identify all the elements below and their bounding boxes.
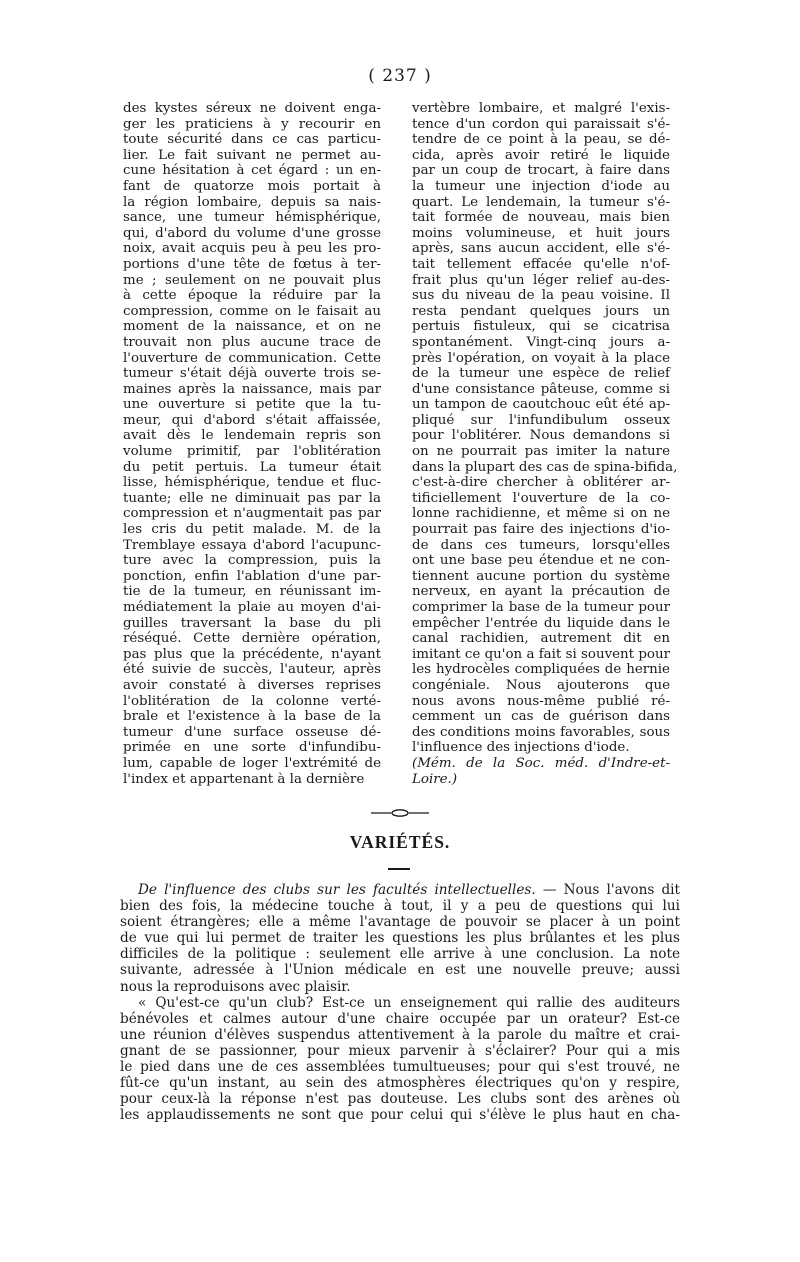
text-line: cune hésitation à cet égard : un en-	[123, 163, 381, 179]
text-line: guilles traversant la base du pli	[123, 615, 381, 631]
article-line: pour ceux-là la réponse n'est pas douteuse. Les clubs sont des arènes où	[120, 1091, 680, 1108]
text-line: volume primitif, par l'oblitération	[123, 444, 381, 460]
text-line: les cris du petit malade. M. de la	[123, 522, 381, 538]
text-line: réséqué. Cette dernière opération,	[123, 631, 381, 647]
text-line: vertèbre lombaire, et malgré l'exis-	[412, 101, 670, 116]
text-line: comprimer la base de la tumeur pour	[412, 600, 670, 615]
text-line: des conditions moins favorables, sous	[412, 724, 670, 740]
left-column	[123, 101, 381, 787]
section-title: VARIÉTÉS.	[349, 832, 451, 852]
text-line: avait dès le lendemain repris son	[123, 428, 381, 444]
text-line: près l'opération, on voyait à la place	[412, 350, 670, 366]
text-line: nous avons nous-même publié ré-	[412, 693, 670, 709]
page-number: ( 237 )	[368, 66, 432, 86]
article-line: les applaudissements ne sont que pour celui qui s'élève le plus haut en cha-	[120, 1107, 680, 1124]
text-line: l'oblitération de la colonne verté-	[123, 693, 381, 709]
ornament-divider-icon	[371, 808, 429, 818]
text-line: médiatement la plaie au moyen d'ai-	[123, 600, 381, 615]
text-line: pour l'oblitérer. Nous demandons si	[412, 428, 670, 444]
text-line: lum, capable de loger l'extrémité de	[123, 755, 381, 771]
text-line: tait formée de nouveau, mais bien	[412, 210, 670, 226]
text-line: compression, comme on le faisait au	[123, 303, 381, 319]
article-line: « Qu'est-ce qu'un club? Est-ce un enseignement qui rallie des auditeurs	[138, 994, 680, 1011]
text-line: d'une consistance pâteuse, comme si	[412, 381, 670, 397]
text-line: moment de la naissance, et on ne	[123, 319, 381, 335]
text-line: empêcher l'entrée du liquide dans le	[412, 615, 670, 631]
text-line: canal rachidien, autrement dit en	[412, 631, 670, 647]
text-line: tendre de ce point à la peau, se dé-	[412, 132, 670, 148]
article-line: bénévoles et calmes autour d'une chaire occupée par un orateur? Est-ce	[120, 1010, 680, 1027]
citation-line: Loire.)	[412, 771, 458, 787]
text-line: par un coup de trocart, à faire dans	[412, 163, 670, 179]
text-line: primée en une sorte d'infundibu-	[123, 740, 381, 756]
text-line: tuante; elle ne diminuait pas par la	[123, 490, 381, 506]
text-line: tiennent aucune portion du système	[412, 568, 670, 584]
article-line: gnant de se passionner, pour mieux parvenir à s'éclairer? Pour qui a mis	[120, 1042, 680, 1059]
article-line	[120, 882, 680, 898]
article-line: nous la reproduisons avec plaisir.	[120, 978, 351, 995]
text-line: tence d'un cordon qui paraissait s'é-	[412, 116, 670, 132]
text-line: meur, qui d'abord s'était affaissée,	[123, 412, 381, 428]
text-line: qui, d'abord du volume d'une grosse	[123, 225, 381, 241]
text-line: à cette époque la réduire par la	[123, 288, 381, 304]
text-line: imitant ce qu'on a fait si souvent pour	[412, 646, 670, 662]
text-line: compression et n'augmentait pas par	[123, 506, 381, 522]
article-line: bien des fois, la médecine touche à tout, il y a peu de questions qui lui	[120, 898, 680, 915]
article-line: difficiles de la politique : seulement elle arrive à une conclusion. La note	[120, 946, 680, 963]
text-line: après, sans aucun accident, elle s'é-	[412, 241, 670, 257]
article-line: suivante, adressée à l'Union médicale en est une nouvelle preuve; aussi	[120, 962, 680, 979]
text-line: lonne rachidienne, et même si on ne	[412, 506, 670, 522]
text-line: pertuis fistuleux, qui se cicatrisa	[412, 319, 670, 335]
article-line: de vue qui lui permet de traiter les questions les plus brûlantes et les plus	[120, 930, 680, 947]
text-line: l'influence des injections d'iode.	[412, 740, 630, 756]
article-line: soient étrangères; elle a même l'avantage de pouvoir se placer à un point	[120, 914, 680, 931]
text-line: resta pendant quelques jours un	[412, 303, 670, 319]
article-line: une réunion d'élèves suspendus attentivement à la parole du maître et crai-	[120, 1026, 680, 1043]
text-line: cida, après avoir retiré le liquide	[412, 147, 670, 163]
text-line: brale et l'existence à la base de la	[123, 709, 381, 725]
text-line: moins volumineuse, et huit jours	[412, 225, 670, 241]
text-line: ont une base peu étendue et ne con-	[412, 553, 670, 569]
article-line-text: — Nous l'avons dit	[535, 882, 680, 898]
text-line: tumeur s'était déjà ouverte trois se-	[123, 366, 381, 382]
text-line: les hydrocèles compliquées de hernie	[412, 662, 670, 678]
text-line: tait tellement effacée qu'elle n'of-	[412, 256, 670, 272]
text-line: trouvait non plus aucune trace de	[123, 334, 381, 350]
text-line: la tumeur une injection d'iode au	[412, 178, 670, 194]
text-line: lier. Le fait suivant ne permet au-	[123, 147, 381, 163]
text-line: quart. Le lendemain, la tumeur s'é-	[412, 194, 670, 210]
text-line: ger les praticiens à y recourir en	[123, 116, 381, 132]
text-line: une ouverture si petite que la tu-	[123, 397, 381, 413]
text-line: sus du niveau de la peau voisine. Il	[412, 288, 670, 304]
text-line: tie de la tumeur, en réunissant im-	[123, 584, 381, 600]
text-line: congéniale. Nous ajouterons que	[412, 677, 670, 693]
text-line: cemment un cas de guérison dans	[412, 709, 670, 725]
text-line: portions d'une tête de fœtus à ter-	[123, 256, 381, 272]
text-line: avoir constaté à diverses reprises	[123, 677, 381, 693]
text-line: on ne pourrait pas imiter la nature	[412, 444, 670, 460]
text-line: des kystes séreux ne doivent enga-	[123, 101, 381, 116]
text-line: été suivie de succès, l'auteur, après	[123, 662, 381, 678]
text-line: lisse, hémisphérique, tendue et fluc-	[123, 475, 381, 491]
text-line: un tampon de caoutchouc eût été ap-	[412, 397, 670, 413]
text-line: tumeur d'une surface osseuse dé-	[123, 724, 381, 740]
text-line: du petit pertuis. La tumeur était	[123, 459, 381, 475]
article-line: fût-ce qu'un instant, au sein des atmosphères électriques qu'on y respire,	[120, 1075, 680, 1092]
text-line: pliqué sur l'infundibulum osseux	[412, 412, 670, 428]
text-line: l'ouverture de communication. Cette	[123, 350, 381, 366]
text-line: pas plus que la précédente, n'ayant	[123, 646, 381, 662]
article-body	[120, 882, 680, 1123]
text-line: ponction, enfin l'ablation d'une par-	[123, 568, 381, 584]
text-line: de dans ces tumeurs, lorsqu'elles	[412, 537, 670, 553]
article-heading: De l'influence des clubs sur les facultés intellectuelles.	[138, 882, 536, 898]
text-line: de la tumeur une espèce de relief	[412, 366, 670, 382]
text-line: sance, une tumeur hémisphérique,	[123, 210, 381, 226]
text-line: fant de quatorze mois portait à	[123, 178, 381, 194]
text-line: toute sécurité dans ce cas particu-	[123, 132, 381, 148]
text-line: nerveux, en ayant la précaution de	[412, 584, 670, 600]
text-line: noix, avait acquis peu à peu les pro-	[123, 241, 381, 257]
text-line: maines après la naissance, mais par	[123, 381, 381, 397]
text-line: frait plus qu'un léger relief au-des-	[412, 272, 670, 288]
text-line: la région lombaire, depuis sa nais-	[123, 194, 381, 210]
text-line: tificiellement l'ouverture de la co-	[412, 490, 670, 506]
text-line: Tremblaye essaya d'abord l'acupunc-	[123, 537, 381, 553]
text-line: ture avec la compression, puis la	[123, 553, 381, 569]
article-line: le pied dans une de ces assemblées tumultueuses; pour qui s'est trouvé, ne	[120, 1059, 680, 1076]
text-line: dans la plupart des cas de spina-bifida,	[412, 459, 678, 475]
text-line: pourrait pas faire des injections d'io-	[412, 522, 670, 538]
text-line: spontanément. Vingt-cinq jours a-	[412, 334, 670, 350]
text-line: me ; seulement on ne pouvait plus	[123, 272, 381, 288]
citation-line: (Mém. de la Soc. méd. d'Indre-et-	[412, 755, 670, 771]
short-rule	[388, 868, 410, 870]
text-line: l'index et appartenant à la dernière	[123, 771, 365, 787]
right-column	[412, 101, 678, 787]
text-line: c'est-à-dire chercher à oblitérer ar-	[412, 475, 670, 491]
